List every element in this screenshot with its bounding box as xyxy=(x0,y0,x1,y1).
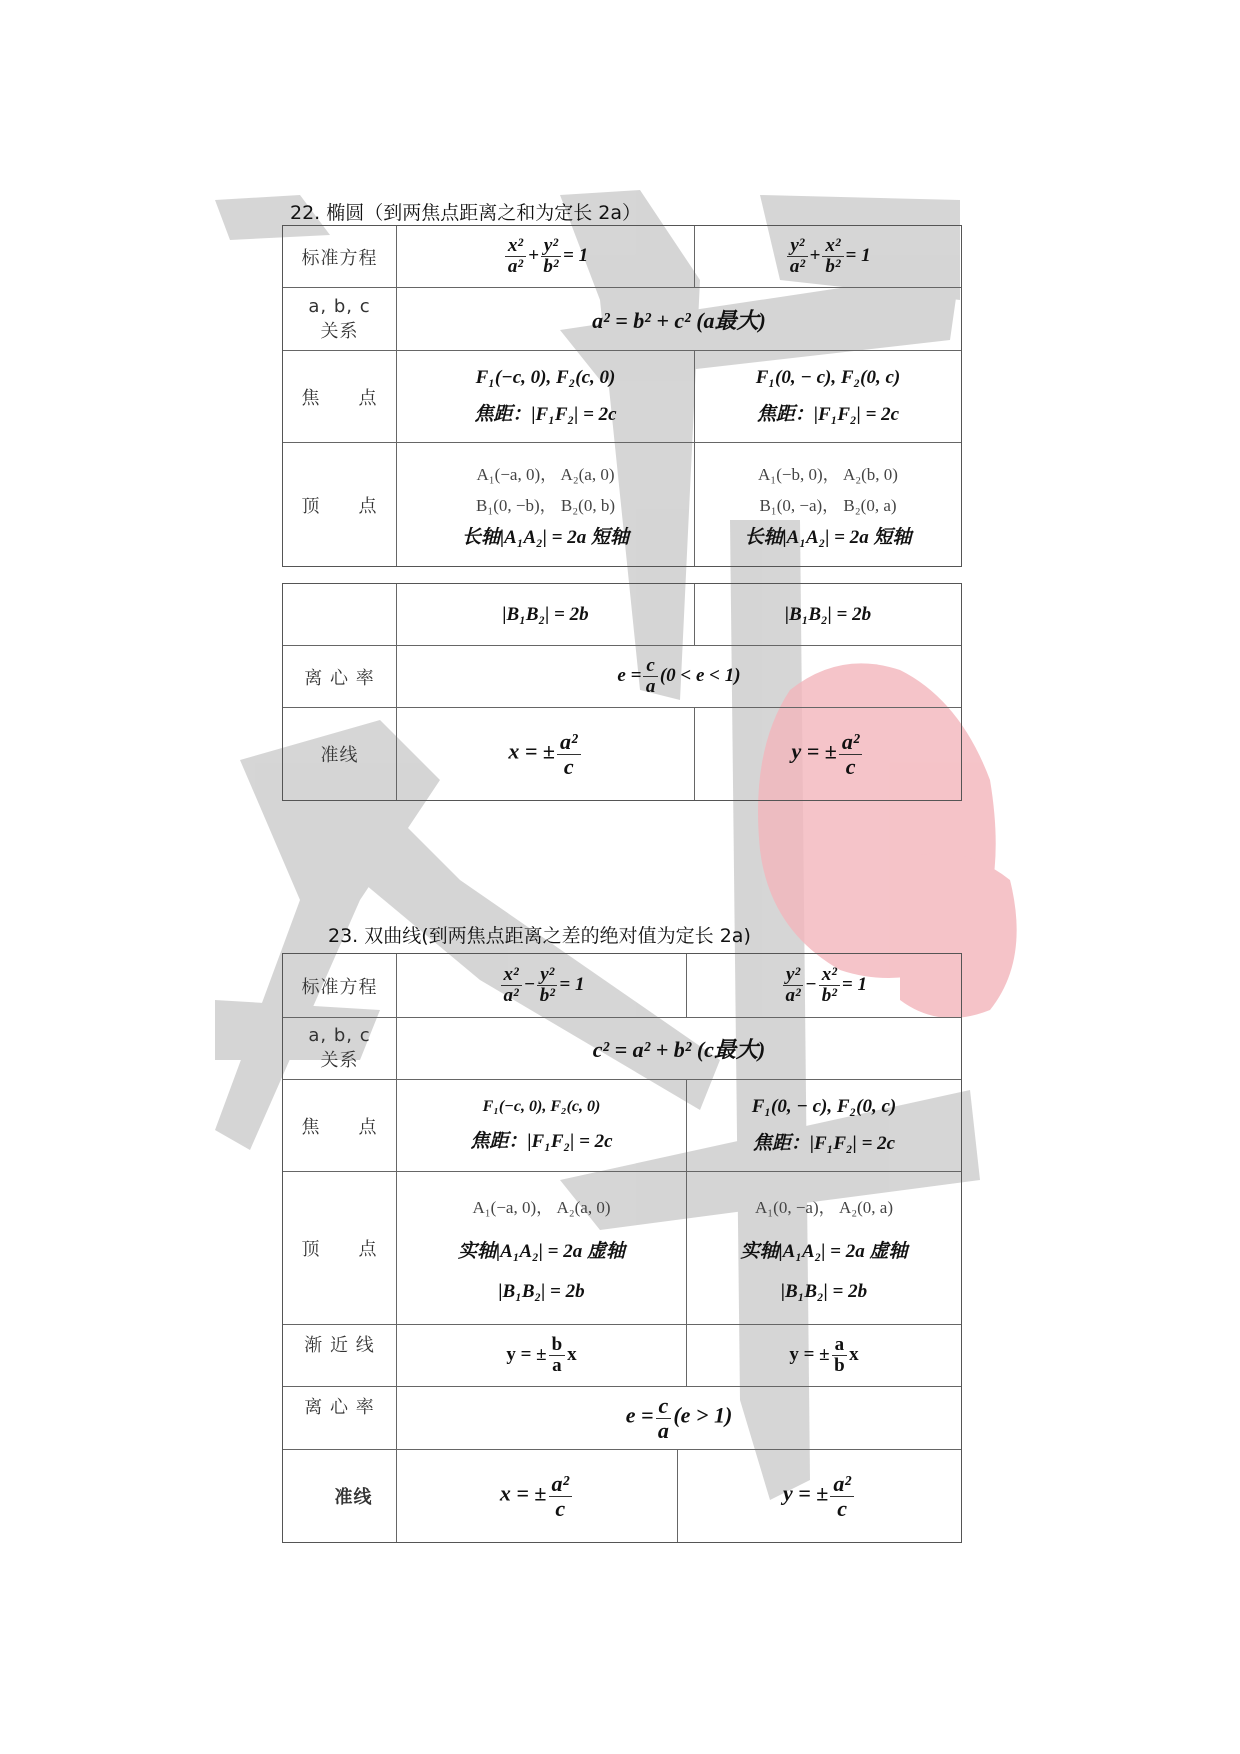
fraction xyxy=(643,656,657,697)
math-text: b² xyxy=(825,256,841,277)
math-text: a² xyxy=(839,730,863,754)
focus-right xyxy=(695,351,961,443)
label-standard-equation: 标准方程 xyxy=(301,976,378,998)
math-text: (e > 1) xyxy=(673,1403,733,1429)
vertex-right xyxy=(695,443,961,566)
fraction xyxy=(822,236,843,277)
minor-axis-left xyxy=(397,584,695,646)
math-text: b² xyxy=(539,985,555,1006)
fraction xyxy=(557,730,581,777)
math-text: A₁(−a, 0)， A₂(a, 0) xyxy=(476,465,615,484)
formula xyxy=(500,1472,574,1519)
ellipse-table xyxy=(282,225,962,567)
math-text: a² xyxy=(789,256,806,277)
math-text: a² xyxy=(830,1472,854,1496)
standard-equation-right xyxy=(695,226,961,288)
math-text: x xyxy=(567,1343,577,1365)
row-label xyxy=(283,226,397,288)
math-text: F₁(0, − c), F₂(0, c) xyxy=(751,1096,897,1117)
math-text: x² xyxy=(505,236,526,257)
label-abc-relation: a, b, c 关系 xyxy=(308,1025,371,1071)
math-text: = 1 xyxy=(559,973,585,995)
formula xyxy=(626,1394,733,1441)
label-asymptote: 渐 近 线 xyxy=(304,1335,375,1356)
math-text: c xyxy=(656,1394,672,1418)
math-text: a² xyxy=(785,985,801,1006)
math-text: 焦距：|F₁F₂| = 2c xyxy=(752,1133,896,1154)
math-text: x = ± xyxy=(508,739,555,765)
vertex-left xyxy=(397,1172,687,1325)
math-text: y² xyxy=(787,236,807,257)
fraction xyxy=(501,965,522,1006)
math-text: a² xyxy=(557,730,581,754)
math-text: A₁(−a, 0)， A₂(a, 0) xyxy=(472,1198,611,1217)
math-text: B₁(0, −a)， B₂(0, a) xyxy=(759,496,897,515)
math-text: |B₁B₂| = 2b xyxy=(780,1281,868,1302)
math-text: a² xyxy=(503,985,519,1006)
math-text: c xyxy=(563,753,574,779)
fraction xyxy=(783,965,803,1006)
formula xyxy=(617,656,740,697)
focus-left xyxy=(397,1080,687,1172)
math-text: + xyxy=(809,244,821,266)
math-text: |B₁B₂| = 2b xyxy=(498,1281,585,1302)
math-text: F₁(−c, 0), F₂(c, 0) xyxy=(475,367,616,388)
math-text: y = ± xyxy=(789,1343,830,1365)
math-text: y² xyxy=(783,965,803,986)
formula xyxy=(781,965,867,1006)
vertex-left xyxy=(397,443,695,566)
label-standard-equation: 标准方程 xyxy=(301,247,378,269)
row-label xyxy=(283,708,397,800)
directrix-right xyxy=(678,1450,961,1542)
math-text: − xyxy=(523,973,536,995)
math-text: y² xyxy=(537,965,557,986)
fraction xyxy=(656,1394,672,1441)
math-text: 焦距：|F₁F₂| = 2c xyxy=(474,404,617,425)
math-text: A₁(−b, 0)， A₂(b, 0) xyxy=(758,465,898,484)
math-text: 焦距：|F₁F₂| = 2c xyxy=(756,404,900,425)
math-text: B₁(0, −b)， B₂(0, b) xyxy=(475,496,615,515)
math-text: (0 < e < 1) xyxy=(659,664,741,686)
label-abc-relation: a, b, c 关系 xyxy=(308,295,371,342)
hyperbola-table xyxy=(282,953,962,1543)
math-text: 长轴|A₁A₂| = 2a 短轴 xyxy=(461,527,630,548)
math-text: x xyxy=(849,1343,859,1365)
math-text: b² xyxy=(821,985,837,1006)
math-text: a xyxy=(657,1417,669,1443)
math-text: F₁(−c, 0), F₂(c, 0) xyxy=(482,1098,601,1115)
section-title-hyperbola: 23. 双曲线(到两焦点距离之差的绝对值为定长 2a) xyxy=(328,925,751,947)
row-label xyxy=(283,954,397,1018)
math-text: x² xyxy=(822,236,843,257)
label-vertex: 顶 点 xyxy=(301,1239,378,1260)
math-text: a² = b² + c² (a最大) xyxy=(592,307,766,333)
formula xyxy=(783,1472,856,1519)
math-text: 实轴|A₁A₂| = 2a 虚轴 xyxy=(457,1241,626,1262)
focus-left xyxy=(397,351,695,443)
fraction xyxy=(819,965,840,1006)
row-label xyxy=(283,1172,397,1325)
label-focus: 焦 点 xyxy=(301,387,378,409)
formula xyxy=(792,730,865,777)
label-eccentricity: 离 心 率 xyxy=(304,667,375,689)
row-label xyxy=(283,1325,397,1387)
row-label xyxy=(283,351,397,443)
math-text: c xyxy=(845,753,856,779)
math-text: y = ± xyxy=(783,1481,829,1507)
directrix-left xyxy=(397,1450,678,1542)
math-text: y = ± xyxy=(506,1343,547,1365)
math-text: b xyxy=(834,1355,845,1376)
math-text: c xyxy=(555,1495,566,1521)
math-text: x² xyxy=(819,965,840,986)
fraction xyxy=(839,730,863,777)
row-label xyxy=(283,288,397,351)
row-label xyxy=(283,1080,397,1172)
standard-equation-left xyxy=(397,226,695,288)
formula xyxy=(789,1335,858,1376)
fraction xyxy=(541,236,561,277)
math-text: = 1 xyxy=(845,244,871,266)
math-text: |B₁B₂| = 2b xyxy=(784,603,872,625)
math-text: 焦距：|F₁F₂| = 2c xyxy=(470,1131,613,1152)
math-text: 长轴|A₁A₂| = 2a 短轴 xyxy=(744,527,912,548)
math-text: 实轴|A₁A₂| = 2a 虚轴 xyxy=(740,1241,908,1262)
math-text: + xyxy=(528,244,539,266)
label-directrix: 准线 xyxy=(320,745,359,766)
fraction xyxy=(787,236,807,277)
math-text: x² xyxy=(501,965,522,986)
abc-relation-value xyxy=(397,288,961,351)
formula xyxy=(499,965,585,1006)
label-directrix: 准线 xyxy=(334,1487,373,1508)
math-text: a xyxy=(552,1355,562,1376)
formula xyxy=(503,236,588,277)
math-text: x = ± xyxy=(499,1481,547,1507)
directrix-right xyxy=(695,708,961,800)
math-text: a xyxy=(645,676,656,697)
math-text: = 1 xyxy=(563,244,589,266)
label-vertex: 顶 点 xyxy=(301,495,378,517)
row-label xyxy=(283,1450,397,1542)
fraction xyxy=(830,1472,854,1519)
fraction xyxy=(832,1335,848,1376)
math-text: A₁(0, −a)， A₂(0, a) xyxy=(754,1198,894,1217)
formula xyxy=(508,730,582,777)
row-label xyxy=(283,443,397,566)
minor-axis-right xyxy=(695,584,961,646)
ellipse-table-continued xyxy=(282,583,962,801)
section-title-ellipse: 22. 椭圆（到两焦点距离之和为定长 2a） xyxy=(290,202,642,224)
math-text: = 1 xyxy=(841,973,867,995)
math-text: c² = a² + b² (c最大) xyxy=(592,1037,766,1062)
formula xyxy=(785,236,870,277)
asymptote-right xyxy=(687,1325,961,1387)
math-text: a² xyxy=(507,256,524,277)
fraction xyxy=(549,1335,566,1376)
asymptote-left xyxy=(397,1325,687,1387)
abc-relation-value xyxy=(397,1018,961,1080)
focus-right xyxy=(687,1080,961,1172)
fraction xyxy=(505,236,526,277)
fraction xyxy=(549,1472,573,1519)
math-text: y = ± xyxy=(791,739,837,765)
row-label xyxy=(283,1387,397,1450)
label-eccentricity: 离 心 率 xyxy=(304,1397,375,1418)
eccentricity-value xyxy=(397,646,961,708)
math-text: e = xyxy=(625,1403,654,1429)
math-text: c xyxy=(837,1495,848,1521)
math-text: b xyxy=(549,1335,566,1356)
standard-equation-right xyxy=(687,954,961,1018)
row-label xyxy=(283,1018,397,1080)
label-focus: 焦 点 xyxy=(301,1116,378,1138)
math-text: e = xyxy=(617,664,642,686)
row-label xyxy=(283,646,397,708)
formula xyxy=(506,1335,576,1376)
math-text: − xyxy=(805,973,817,995)
fraction xyxy=(537,965,557,1006)
eccentricity-value xyxy=(397,1387,961,1450)
standard-equation-left xyxy=(397,954,687,1018)
math-text: a² xyxy=(549,1472,573,1496)
math-text: c xyxy=(643,656,657,677)
row-label-empty xyxy=(283,584,397,646)
math-text: b² xyxy=(543,256,559,277)
math-text: F₁(0, − c), F₂(0, c) xyxy=(755,367,901,388)
math-text: a xyxy=(832,1335,848,1356)
directrix-left xyxy=(397,708,695,800)
vertex-right xyxy=(687,1172,961,1325)
math-text: |B₁B₂| = 2b xyxy=(502,603,589,625)
math-text: y² xyxy=(541,236,561,257)
